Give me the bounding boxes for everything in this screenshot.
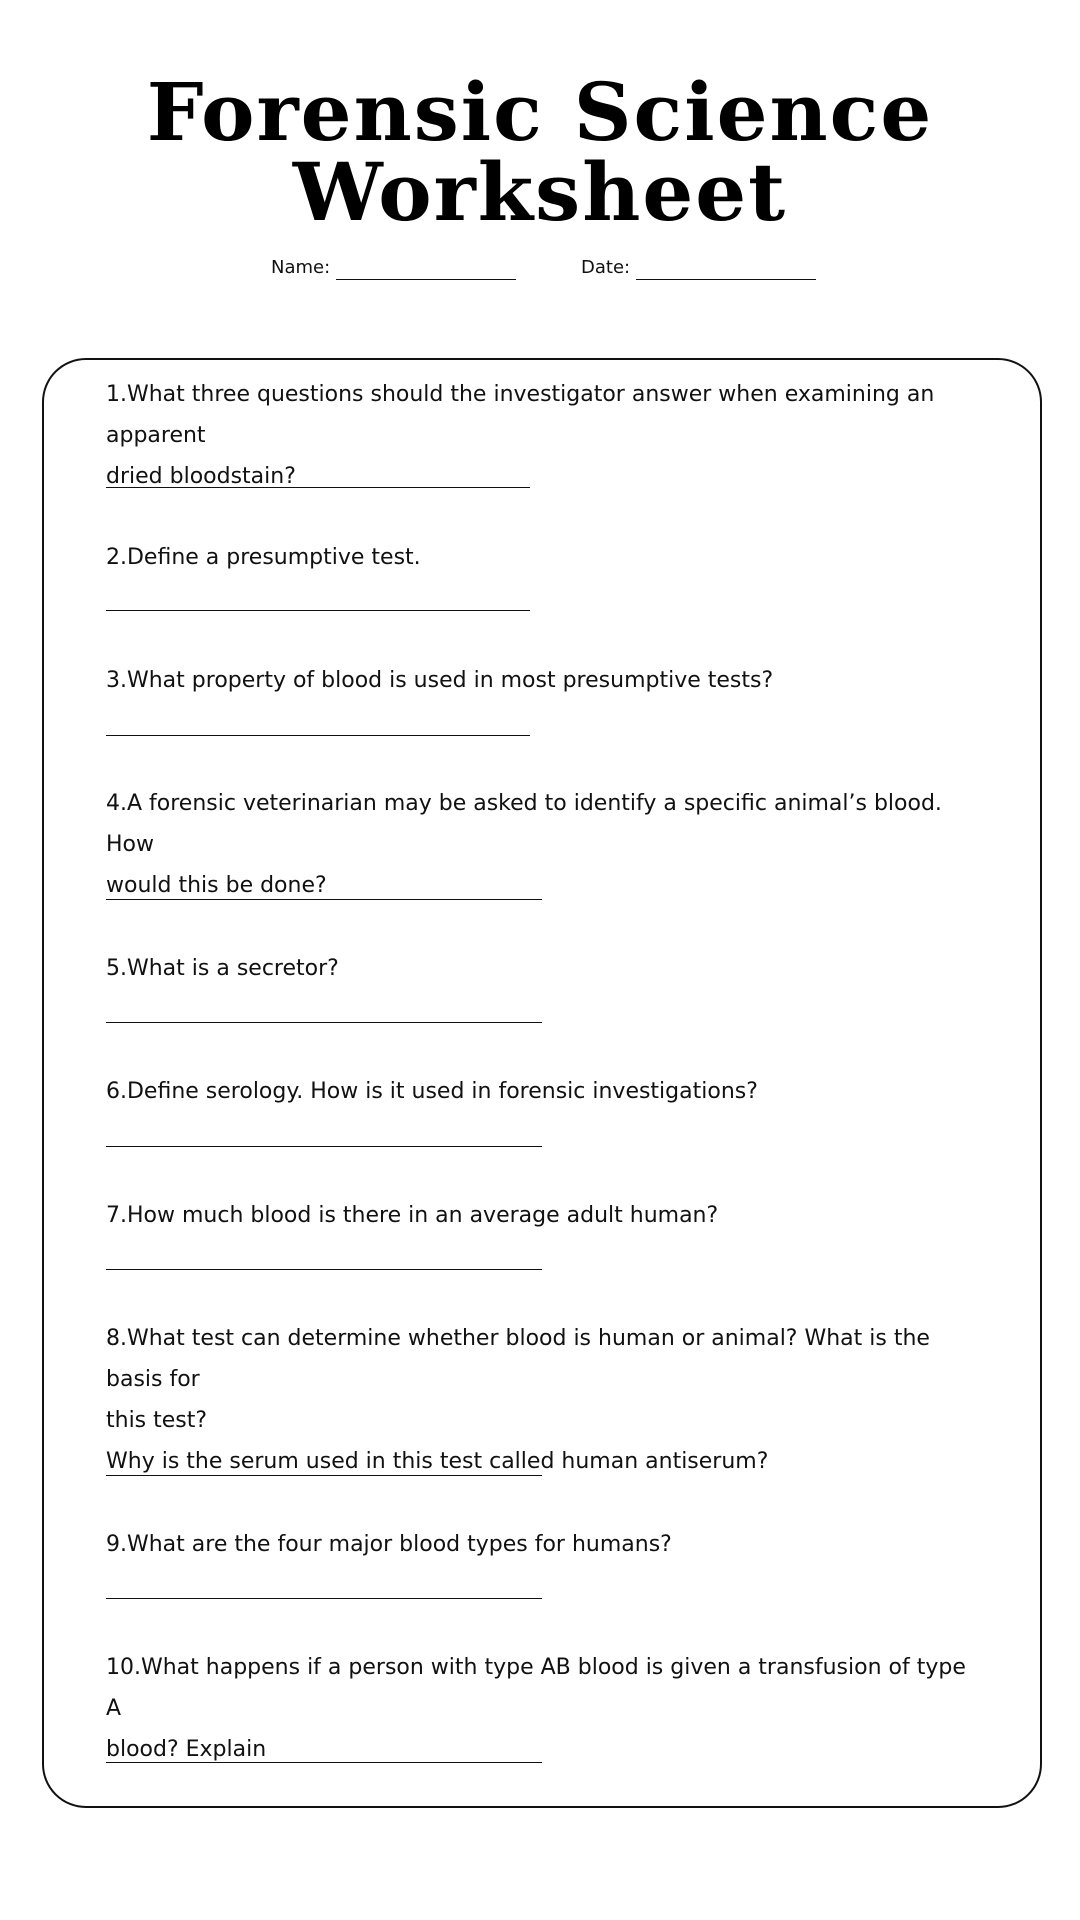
name-blank-line[interactable] <box>336 257 516 280</box>
date-label: Date: <box>581 257 631 278</box>
question-5 <box>106 948 986 989</box>
question-2 <box>106 537 986 578</box>
date-field <box>581 256 816 280</box>
question-7-line-1: 7.How much blood is there in an average adult human? <box>106 1203 719 1228</box>
question-1-line-1: 1.What three questions should the investigator answer when examining an apparent <box>106 382 935 448</box>
question-2-line-1: 2.Define a presumptive test. <box>106 545 421 570</box>
header-fields <box>0 256 1080 286</box>
question-5-line-1: 5.What is a secretor? <box>106 956 339 981</box>
worksheet-title-line-1: Forensic Science <box>146 65 934 159</box>
answer-line-8[interactable] <box>106 1475 542 1476</box>
answer-line-4[interactable] <box>106 899 542 900</box>
question-4 <box>106 783 986 906</box>
answer-line-6[interactable] <box>106 1146 542 1147</box>
question-6-line-1: 6.Define serology. How is it used in forensic investigations? <box>106 1079 758 1104</box>
name-label: Name: <box>271 257 331 278</box>
question-8-line-3: Why is the serum used in this test called human antiserum? <box>106 1449 769 1474</box>
answer-line-9[interactable] <box>106 1598 542 1599</box>
question-8-line-2: this test? <box>106 1408 208 1433</box>
answer-line-10[interactable] <box>106 1762 542 1763</box>
answer-line-3[interactable] <box>106 735 530 736</box>
question-7 <box>106 1195 986 1236</box>
name-field <box>271 256 516 280</box>
answer-line-1[interactable] <box>106 487 530 488</box>
question-10 <box>106 1647 986 1770</box>
question-1-line-2: dried bloodstain? <box>106 464 296 489</box>
question-4-line-1: 4.A forensic veterinarian may be asked to identify a specific animal’s blood. How <box>106 791 942 857</box>
question-4-line-2: would this be done? <box>106 873 327 898</box>
date-blank-line[interactable] <box>636 257 816 280</box>
question-6 <box>106 1071 986 1112</box>
question-10-line-2: blood? Explain <box>106 1737 267 1762</box>
answer-line-7[interactable] <box>106 1269 542 1270</box>
question-8-line-1: 8.What test can determine whether blood is human or animal? What is the basis for <box>106 1326 930 1392</box>
question-9 <box>106 1524 986 1565</box>
question-8 <box>106 1318 986 1482</box>
answer-line-5[interactable] <box>106 1022 542 1023</box>
question-10-line-1: 10.What happens if a person with type AB blood is given a transfusion of type A <box>106 1655 966 1721</box>
question-3 <box>106 660 986 701</box>
answer-line-2[interactable] <box>106 610 530 611</box>
question-9-line-1: 9.What are the four major blood types for humans? <box>106 1532 672 1557</box>
question-1 <box>106 374 986 497</box>
question-3-line-1: 3.What property of blood is used in most presumptive tests? <box>106 668 774 693</box>
worksheet-title-line-2: Worksheet <box>292 145 788 239</box>
